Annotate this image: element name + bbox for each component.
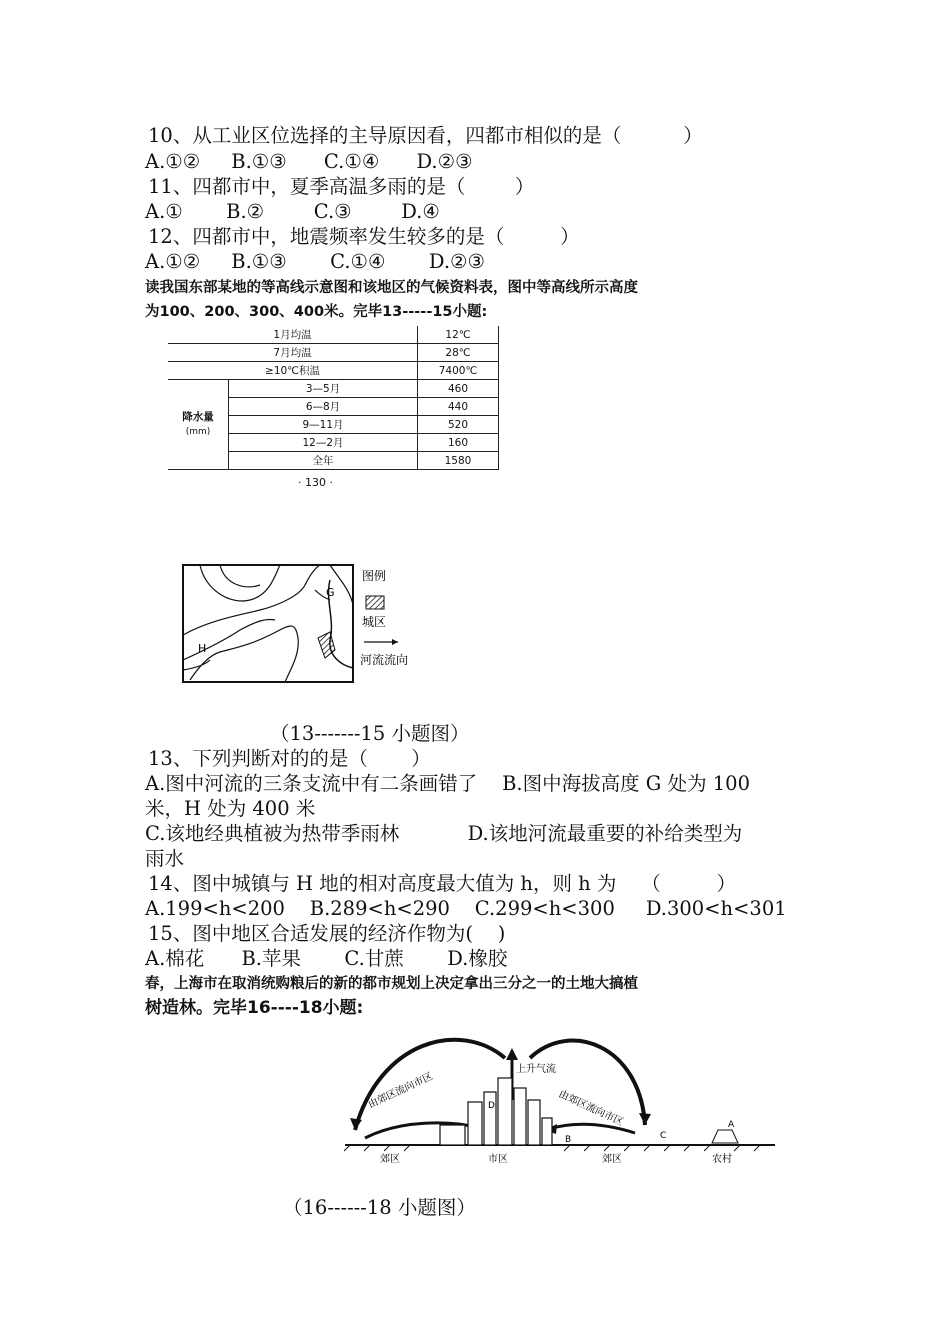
legend-river: 河流流向 — [360, 653, 409, 667]
row-label: 12—2月 — [229, 434, 418, 452]
row-value: 520 — [418, 416, 499, 434]
left-arc-arrowhead-icon — [350, 1118, 362, 1130]
row-value: 7400℃ — [418, 362, 499, 380]
city-buildings — [440, 1078, 552, 1145]
q13-option-ab: A.图中河流的三条支流中有二条画错了 B.图中海拔高度 G 处为 100 — [145, 772, 750, 795]
intro16-line1: 春，上海市在取消统购粮后的新的都市规划上决定拿出三分之一的土地大搞植 — [145, 976, 638, 992]
city-label: 市区 — [488, 1154, 508, 1165]
precip-label: 降水量 — [182, 410, 214, 423]
q11-stem: 11、四都市中，夏季高温多雨的是（ ） — [148, 175, 535, 198]
intro16-line2: 树造林。完毕16----18小题: — [145, 998, 364, 1018]
q14-stem: 14、图中城镇与 H 地的相对高度最大值为 h，则 h 为 （ ） — [148, 872, 737, 895]
row-label: 7月均温 — [168, 344, 418, 362]
page-number: · 130 · — [298, 476, 333, 489]
row-label: 9—11月 — [229, 416, 418, 434]
label-d: D — [488, 1101, 495, 1111]
table-row — [168, 326, 499, 344]
suburb-right-label: 郊区 — [602, 1154, 622, 1165]
contour-line — [183, 619, 275, 660]
right-arc-arrowhead-icon — [639, 1113, 651, 1125]
q13-option-cd: C.该地经典植被为热带季雨林 D.该地河流最重要的补给类型为 — [145, 822, 743, 845]
map13-caption: （13-------15 小题图） — [270, 722, 470, 745]
q13-option-ab-cont: 米，H 处为 400 米 — [145, 797, 316, 820]
contour-line — [330, 565, 353, 605]
q14-options: A.199<h<200 B.289<h<290 C.299<h<300 D.300<h<301 — [145, 897, 787, 920]
diagram16-caption: （16------18 小题图） — [283, 1196, 476, 1219]
row-label: 6—8月 — [229, 398, 418, 416]
contour-map — [180, 560, 420, 686]
legend-title: 图例 — [362, 569, 387, 583]
updraft-label: 上升气流 — [516, 1064, 556, 1075]
legend-city: 城区 — [362, 615, 387, 629]
q13-stem: 13、下列判断对的的是（ ） — [148, 747, 431, 770]
q13-option-cd-cont: 雨水 — [145, 847, 185, 870]
q12-options: A.①② B.①③ C.①④ D.②③ — [145, 250, 485, 273]
precip-header — [168, 380, 229, 470]
label-b: B — [565, 1135, 572, 1145]
row-value: 1580 — [418, 452, 499, 470]
right-inflow — [545, 1124, 635, 1133]
q10-options: A.①② B.①③ C.①④ D.②③ — [145, 150, 473, 173]
heat-island-diagram — [340, 1030, 780, 1170]
precip-unit: (mm) — [185, 426, 211, 437]
label-c: C — [660, 1131, 667, 1141]
table-row — [168, 362, 499, 380]
q12-stem: 12、四都市中，地震频率发生较多的是（ ） — [148, 225, 580, 248]
intro13-line1: 读我国东部某地的等高线示意图和该地区的气候资料表，图中等高线所示高度 — [145, 280, 638, 296]
row-label: 1月均温 — [168, 326, 418, 344]
row-label: 全年 — [229, 452, 418, 470]
contour-line — [220, 565, 260, 587]
q10-stem: 10、从工业区位选择的主导原因看，四都市相似的是（ ） — [148, 124, 703, 147]
row-value: 440 — [418, 398, 499, 416]
label-g: G — [326, 586, 335, 599]
village-label: 农村 — [712, 1154, 732, 1165]
intro13-line2: 为100、200、300、400米。完毕13-----15小题: — [145, 304, 488, 320]
table-row — [168, 344, 499, 362]
legend-arrowhead-icon — [392, 639, 398, 645]
suburb-left-label: 郊区 — [380, 1154, 400, 1165]
left-arrow-label: 由郊区流向市区 — [366, 1071, 435, 1111]
table-row — [168, 380, 499, 398]
row-value: 28℃ — [418, 344, 499, 362]
village-house-icon — [712, 1130, 738, 1143]
row-label: ≥10℃积温 — [168, 362, 418, 380]
row-label: 3—5月 — [229, 380, 418, 398]
row-value: 160 — [418, 434, 499, 452]
river-tributary — [183, 660, 210, 670]
climate-table — [168, 326, 499, 470]
contour-line — [200, 565, 280, 601]
right-arrow-label: 由郊区流向市区 — [556, 1088, 625, 1129]
label-h: H — [198, 642, 207, 655]
q15-options: A.棉花 B.苹果 C.甘蔗 D.橡胶 — [145, 947, 508, 970]
row-value: 460 — [418, 380, 499, 398]
row-value: 12℃ — [418, 326, 499, 344]
label-a: A — [728, 1120, 735, 1130]
q15-stem: 15、图中地区合适发展的经济作物为( ) — [148, 922, 506, 945]
q11-options: A.① B.② C.③ D.④ — [145, 200, 440, 223]
updraft-arrowhead-icon — [506, 1048, 518, 1060]
legend-city-swatch — [366, 596, 384, 609]
